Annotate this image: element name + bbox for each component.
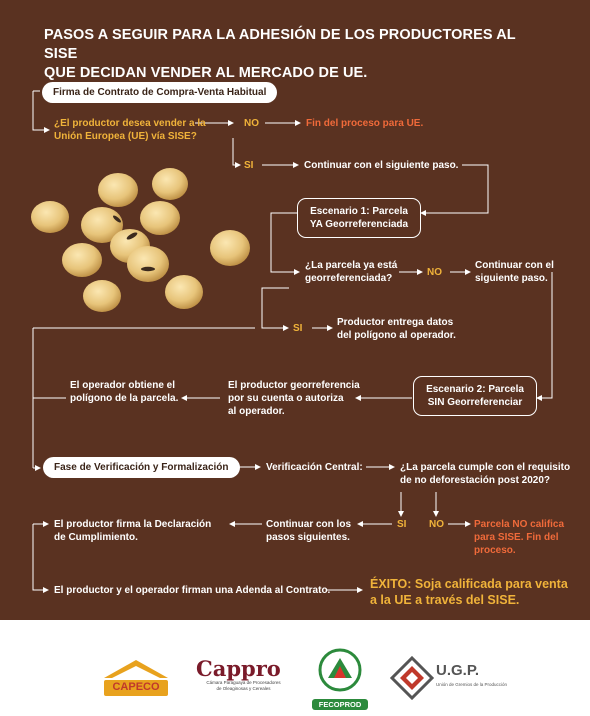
scenario-2-result (70, 379, 178, 405)
capeco-roof-icon (100, 656, 172, 700)
fecoprod-emblem-icon (312, 648, 368, 694)
phase-2-si: SI (397, 519, 407, 530)
phase-1-question (54, 117, 206, 143)
phase-2-continue-l2: pasos siguientes. (266, 532, 350, 543)
scenario-2-l1: Escenario 2: Parcela (426, 384, 524, 395)
phase-2-sign-l1: El productor firma la Declaración (54, 519, 212, 530)
phase-1-si: SI (244, 160, 254, 171)
phase-2-continue (266, 518, 351, 544)
phase-1-no: NO (244, 118, 259, 129)
phase-2-question (400, 461, 570, 487)
central-verification: Verificación Central: (266, 462, 363, 473)
fecoprod-text: FECOPROD (312, 699, 368, 710)
phase-2-no-result-l2: para SISE. Fin del (474, 532, 559, 543)
phase-2-question-l2: de no deforestación post 2020? (400, 475, 551, 486)
cappro-subtitle-l1: Cámara Paraguaya de Procesadores (206, 680, 281, 685)
scenario-2-step-l3: al operador. (228, 406, 285, 417)
cappro-logo (196, 658, 291, 704)
soybeans-illustration (20, 160, 260, 320)
phase-2-sign-l2: de Cumplimiento. (54, 532, 138, 543)
phase-2-continue-l1: Continuar con los (266, 519, 351, 530)
phase-1-no-result: Fin del proceso para UE. (306, 118, 424, 129)
ugp-text: U.G.P. (436, 662, 480, 679)
title-line-2: QUE DECIDAN VENDER AL MERCADO DE UE. (44, 65, 368, 81)
scenario-1-no-result-l1: Continuar con el (475, 260, 554, 271)
cappro-subtitle-l2: de Oleaginosas y Cereales (216, 686, 271, 691)
cappro-subtitle (196, 680, 291, 692)
success-message (370, 576, 568, 608)
scenario-1-question-l1: ¿La parcela ya está (305, 260, 398, 271)
fecoprod-logo (312, 648, 368, 714)
capeco-logo (100, 656, 172, 700)
phase-2-sign (54, 518, 211, 544)
phase-2-pill: Fase de Verificación y Formalización (43, 457, 240, 478)
scenario-1-l2: YA Georreferenciada (309, 219, 409, 230)
scenario-1-no-result-l2: siguiente paso. (475, 273, 548, 284)
phase-2-question-l1: ¿La parcela cumple con el requisito (400, 462, 571, 473)
phase-1-si-result: Continuar con el siguiente paso. (304, 160, 459, 171)
scenario-1-si: SI (293, 323, 303, 334)
scenario-1-si-result (337, 316, 456, 342)
scenario-1-box (297, 198, 421, 238)
phase-1-pill: Firma de Contrato de Compra-Venta Habitual (42, 82, 277, 103)
phase-2-addendum: El productor y el operador firman una Adenda al Contrato. (54, 585, 331, 596)
scenario-1-question (305, 259, 397, 285)
ugp-diamond-icon (390, 656, 434, 700)
ugp-logo (390, 656, 508, 702)
scenario-1-no-result (475, 259, 554, 285)
phase-1-question-l1: ¿El productor desea vender a la (54, 118, 206, 129)
success-message-l1: ÉXITO: Soja calificada para venta (370, 577, 568, 591)
scenario-1-si-result-l2: del polígono al operador. (337, 330, 456, 341)
ugp-subtitle: Unión de Gremios de la Producción (436, 682, 508, 687)
scenario-1-question-l2: georreferenciada? (305, 273, 393, 284)
scenario-2-step-l2: por su cuenta o autoriza (228, 393, 344, 404)
scenario-1-no: NO (427, 267, 442, 278)
title-line-1: PASOS A SEGUIR PARA LA ADHESIÓN DE LOS PRODUCTORES AL SISE (44, 27, 516, 62)
scenario-2-result-l1: El operador obtiene el (70, 380, 176, 391)
scenario-2-l2: SIN Georreferenciar (427, 397, 523, 408)
scenario-1-si-result-l1: Productor entrega datos (337, 317, 454, 328)
scenario-1-l1: Escenario 1: Parcela (310, 206, 408, 217)
phase-2-no-result (474, 518, 564, 557)
scenario-2-step (228, 379, 360, 418)
phase-1-question-l2: Unión Europea (UE) vía SISE? (54, 131, 197, 142)
scenario-2-result-l2: polígono de la parcela. (70, 393, 179, 404)
page-title (44, 26, 544, 83)
sponsor-logos (0, 620, 590, 716)
scenario-2-box (413, 376, 537, 416)
success-message-l2: a la UE a través del SISE. (370, 593, 520, 607)
scenario-2-step-l1: El productor georreferencia (228, 380, 360, 391)
cappro-text: Cappro (196, 656, 281, 681)
phase-2-no: NO (429, 519, 444, 530)
phase-2-no-result-l3: proceso. (474, 545, 516, 556)
phase-2-no-result-l1: Parcela NO califica (474, 519, 565, 530)
capeco-text: CAPECO (112, 681, 160, 693)
